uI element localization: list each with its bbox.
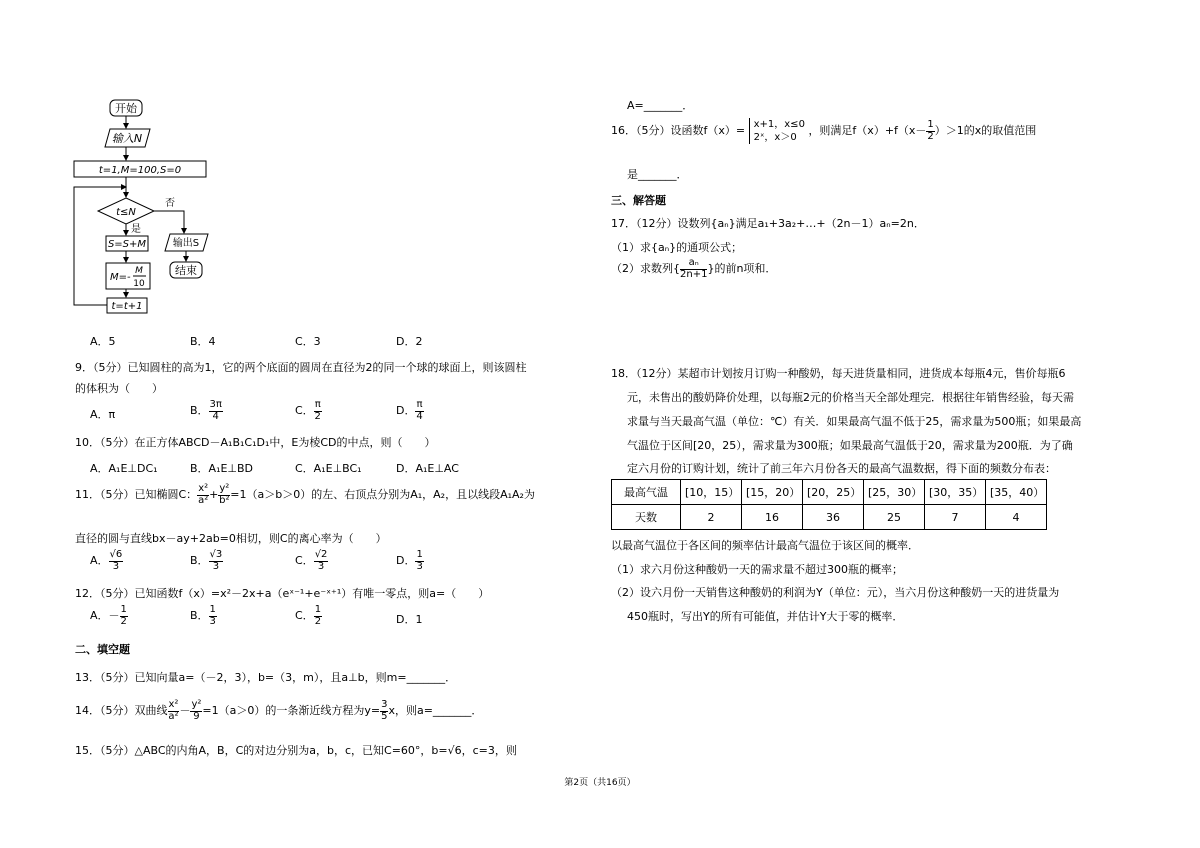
q12-option-a: A．－ $\frac{1}{2}$ <box>90 604 127 627</box>
table-cell: 25 <box>864 505 925 530</box>
q18-part2-line1: （2）设六月份一天销售这种酸奶的利润为Y（单位：元），当六月份这种酸奶一天的进货量为 <box>611 586 1060 599</box>
table-cell: 36 <box>803 505 864 530</box>
t-update-text: t=t+1 <box>111 301 143 312</box>
table-cell: [20，25） <box>803 480 864 505</box>
q18-line-3: 求量与当天最高气温（单位：℃）有关．如果最高气温不低于25，需求量为500瓶；如果最高 <box>627 415 1082 428</box>
table-row <box>612 505 1047 530</box>
output-text: 输出S <box>172 238 200 249</box>
q11-option-b: B． $\frac{√3}{3}$ <box>190 549 223 572</box>
end-text: 结束 <box>175 264 197 277</box>
q16-line2: 是_______． <box>627 168 688 181</box>
q17-part2: （2）求数列{ $\frac{\text{aₙ}}{2n+1}$ }的前n项和． <box>611 257 777 280</box>
frequency-table <box>611 479 1047 530</box>
q10-option-c: C．A₁E⊥BC₁ <box>295 462 362 475</box>
yes-label: 是 <box>131 224 141 235</box>
table-cell: [30，35） <box>925 480 986 505</box>
condition-text: t≤N <box>116 207 136 218</box>
table-cell: 7 <box>925 505 986 530</box>
q8-option-a: A．5 <box>90 335 116 348</box>
q9-line2: 的体积为（ ） <box>75 382 163 395</box>
section-fill-in-heading: 二、填空题 <box>75 643 130 656</box>
no-label: 否 <box>165 198 175 209</box>
q18-part2-line2: 450瓶时，写出Y的所有可能值，并估计Y大于零的概率． <box>627 610 904 623</box>
q9-option-a: A．π <box>90 408 116 421</box>
table-cell: [10，15） <box>681 480 742 505</box>
q11-option-c: C． $\frac{√2}{3}$ <box>295 549 328 572</box>
q9-option-b: B． $\frac{3\pi}{4}$ <box>190 399 222 422</box>
q10-option-b: B．A₁E⊥BD <box>190 462 254 475</box>
q10-option-a: A．A₁E⊥DC₁ <box>90 462 158 475</box>
q18-line-2: 元，未售出的酸奶降价处理，以每瓶2元的价格当天全部处理完．根据往年销售经验，每天需 <box>627 391 1074 404</box>
q9-line1: 9．（5分）已知圆柱的高为1，它的两个底面的圆周在直径为2的同一个球的球面上，则该圆柱 <box>75 361 527 374</box>
table-cell: 天数 <box>612 505 681 530</box>
q15-line2: A=_______． <box>627 99 694 112</box>
table-cell: 4 <box>986 505 1047 530</box>
q18-line-5: 定六月份的订购计划，统计了前三年六月份各天的最高气温数据，得下面的频数分布表： <box>627 462 1056 475</box>
q10-stem: 10．（5分）在正方体ABCD－A₁B₁C₁D₁中，E为棱CD的中点，则（ ） <box>75 436 436 449</box>
flowchart <box>60 95 220 325</box>
start-text: 开始 <box>115 102 137 115</box>
q18-line-1: 18．（12分）某超市计划按月订购一种酸奶，每天进货量相同，进货成本每瓶4元，售价每瓶6 <box>611 367 1066 380</box>
q10-option-d: D．A₁E⊥AC <box>396 462 459 475</box>
table-cell: [35，40） <box>986 480 1047 505</box>
q15-line1: 15．（5分）△ABC的内角A，B，C的对边分别为a，b，c，已知C=60°，b=√6，c=3，则 <box>75 744 517 757</box>
page-footer: 第2页（共16页） <box>564 778 636 788</box>
q12-option-c: C． $\frac{1}{2}$ <box>295 604 322 627</box>
q12-option-b: B． $\frac{1}{3}$ <box>190 604 216 627</box>
q12-option-d: D．1 <box>396 613 423 626</box>
q9-option-d: D． $\frac{\pi}{4}$ <box>396 399 423 422</box>
q18-after-table: 以最高气温位于各区间的频率估计最高气温位于该区间的概率． <box>611 539 919 552</box>
q11-option-a: A． $\frac{√6}{3}$ <box>90 549 123 572</box>
q11-line2: 直径的圆与直线bx－ay+2ab=0相切，则C的离心率为（ ） <box>75 532 387 545</box>
s-update-text: S=S+M <box>107 239 147 250</box>
q8-option-d: D．2 <box>396 335 423 348</box>
q11-stem: 11．（5分）已知椭圆C： $\frac{\text{x²}}{\text{a²}}$ + $\frac{\text{y²}}{\text{b²}}$ =1（a＞b＞0）的左、右顶点分别为A₁，A₂，且以线段A₁A₂为 <box>75 483 535 506</box>
q16-stem: 16．（5分）设函数f（x）= x+1，x≤0 2ˣ，x＞0 ，则满足f（x）+f（x－ $\frac{1}{2}$ ）＞1的x的取值范围 <box>611 119 1037 143</box>
q9-option-c: C． $\frac{\pi}{2}$ <box>295 399 321 422</box>
q18-line-4: 气温位于区间[20，25），需求量为300瓶；如果最高气温低于20，需求量为200瓶．为了确 <box>627 439 1073 452</box>
table-cell: 最高气温 <box>612 480 681 505</box>
q12-stem: 12．（5分）已知函数f（x）=x²－2x+a（eˣ⁻¹+e⁻ˣ⁺¹）有唯一零点，则a=（ ） <box>75 587 490 600</box>
q8-option-b: B．4 <box>190 335 216 348</box>
input-text: 输入N <box>111 132 143 145</box>
q17-part1: （1）求{aₙ}的通项公式； <box>611 241 743 254</box>
table-cell: [15，20） <box>742 480 803 505</box>
init-text: t=1,M=100,S=0 <box>98 165 182 176</box>
table-header-row <box>612 480 1047 505</box>
q8-option-c: C．3 <box>295 335 321 348</box>
m-update-lhs: M=- <box>110 272 131 283</box>
q17-stem: 17．（12分）设数列{aₙ}满足a₁+3a₂+…+（2n－1）aₙ=2n． <box>611 217 925 230</box>
m-update-den: 10 <box>133 279 145 289</box>
table-cell: 16 <box>742 505 803 530</box>
section-answer-heading: 三、解答题 <box>611 194 666 207</box>
q13-stem: 13．（5分）已知向量a=（－2，3），b=（3，m），且a⊥b，则m=_______． <box>75 671 457 684</box>
q16-piecewise: x+1，x≤0 2ˣ，x＞0 <box>749 118 805 144</box>
q18-part1: （1）求六月份这种酸奶一天的需求量不超过300瓶的概率； <box>611 563 903 576</box>
table-cell: 2 <box>681 505 742 530</box>
table-cell: [25，30） <box>864 480 925 505</box>
m-update-num: M <box>135 266 143 276</box>
q11-option-d: D． $\frac{1}{3}$ <box>396 549 423 572</box>
q14-stem: 14．（5分）双曲线 $\frac{\text{x²}}{\text{a²}}$ － $\frac{\text{y²}}{9}$ =1（a＞0）的一条渐近线方程为y= $\frac{3}{5}$ x，则a=_______． <box>75 699 483 722</box>
